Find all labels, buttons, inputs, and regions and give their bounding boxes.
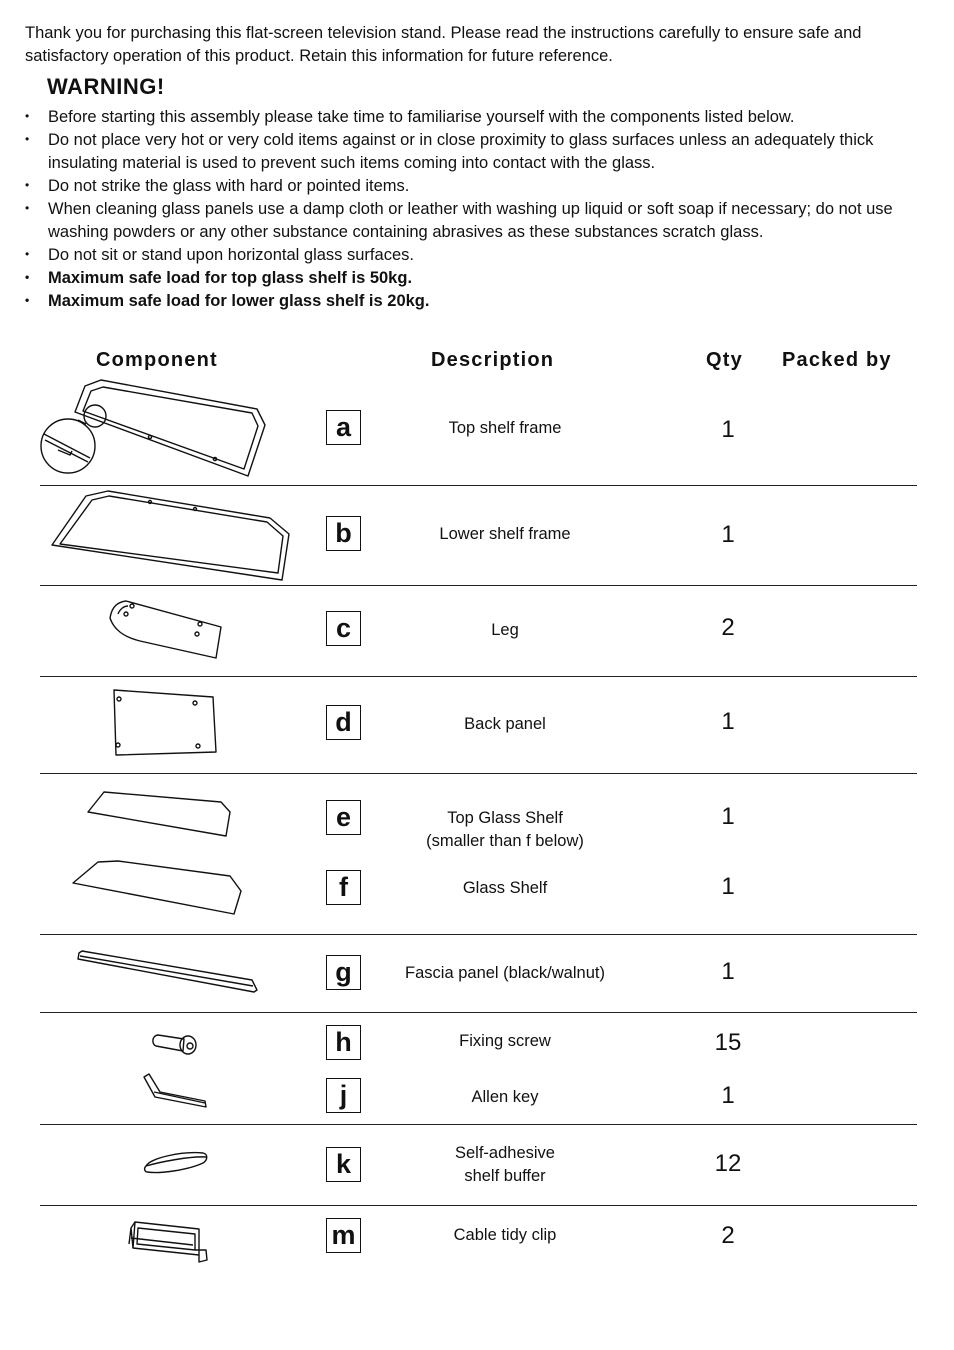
part-letter-g: g	[326, 955, 361, 990]
part-description-d: Back panel	[464, 715, 546, 733]
part-description-a: Top shelf frame	[448, 419, 562, 437]
fixing-screw-icon	[153, 1035, 196, 1054]
header-description: Description	[431, 349, 555, 371]
intro-text: Thank you for purchasing this flat-screen television stand. Please read the instructions carefully to ensure safe and satisfactory operation of this product. Retain this information for future reference.	[25, 24, 862, 65]
warning-item-load-lower: • Maximum safe load for lower glass shelf is 20kg.	[25, 290, 937, 313]
part-qty-d: 1	[721, 708, 735, 735]
part-letter-k: k	[326, 1147, 361, 1182]
shelf-buffer-icon	[145, 1153, 207, 1173]
part-qty-b: 1	[721, 521, 735, 548]
part-description-f: Glass Shelf	[462, 879, 548, 897]
leg-icon	[110, 601, 221, 658]
part-letter-b: b	[326, 516, 361, 551]
header-qty: Qty	[706, 349, 743, 371]
part-qty-k: 12	[714, 1150, 742, 1177]
part-qty-h: 15	[714, 1029, 742, 1056]
part-qty-e: 1	[721, 803, 735, 830]
part-letter-m: m	[326, 1218, 361, 1253]
warning-item-load-top: • Maximum safe load for top glass shelf is 50kg.	[25, 267, 937, 290]
part-letter-e: e	[326, 800, 361, 835]
part-qty-j: 1	[721, 1082, 735, 1109]
warning-item: • When cleaning glass panels use a damp cloth or leather with washing up liquid or soft soap if necessary; do not use washing powders or any other substance containing abrasives as these substances scratch glass.	[25, 198, 937, 244]
part-description-e: Top Glass Shelf (smaller than f below)	[426, 809, 584, 850]
part-description-h: Fixing screw	[459, 1032, 551, 1050]
back-panel-icon	[114, 690, 216, 755]
warning-item: • Do not strike the glass with hard or pointed items.	[25, 175, 937, 198]
part-qty-a: 1	[721, 416, 735, 443]
part-qty-c: 2	[721, 614, 735, 641]
header-packed-by: Packed by	[782, 349, 892, 371]
part-letter-j: j	[326, 1078, 361, 1113]
part-qty-m: 2	[721, 1222, 735, 1249]
warning-item: • Do not place very hot or very cold items against or in close proximity to glass surfaces unless an adequately thick insulating material is used to prevent such items coming into contact with the glass.	[25, 129, 937, 175]
part-description-c: Leg	[491, 621, 519, 639]
part-letter-h: h	[326, 1025, 361, 1060]
warning-item: • Before starting this assembly please take time to familiarise yourself with the components listed below.	[25, 106, 937, 129]
part-letter-f: f	[326, 870, 361, 905]
header-component: Component	[96, 349, 218, 371]
top-shelf-frame-icon	[41, 380, 265, 476]
part-letter-c: c	[326, 611, 361, 646]
warning-item: • Do not sit or stand upon horizontal glass surfaces.	[25, 244, 937, 267]
part-letter-a: a	[326, 410, 361, 445]
warning-title: WARNING!	[47, 74, 165, 99]
lower-shelf-frame-icon	[52, 491, 289, 580]
part-description-m: Cable tidy clip	[453, 1226, 557, 1244]
part-description-k: Self-adhesive shelf buffer	[455, 1144, 555, 1185]
top-glass-shelf-icon	[88, 792, 230, 836]
part-description-b: Lower shelf frame	[439, 525, 571, 543]
part-description-g: Fascia panel (black/walnut)	[405, 964, 605, 982]
fascia-panel-icon	[78, 951, 257, 992]
part-letter-d: d	[326, 705, 361, 740]
part-qty-g: 1	[721, 958, 735, 985]
part-description-j: Allen key	[471, 1088, 539, 1106]
allen-key-icon	[144, 1074, 206, 1107]
part-qty-f: 1	[721, 873, 735, 900]
glass-shelf-icon	[73, 861, 241, 914]
cable-tidy-clip-icon	[129, 1222, 207, 1262]
